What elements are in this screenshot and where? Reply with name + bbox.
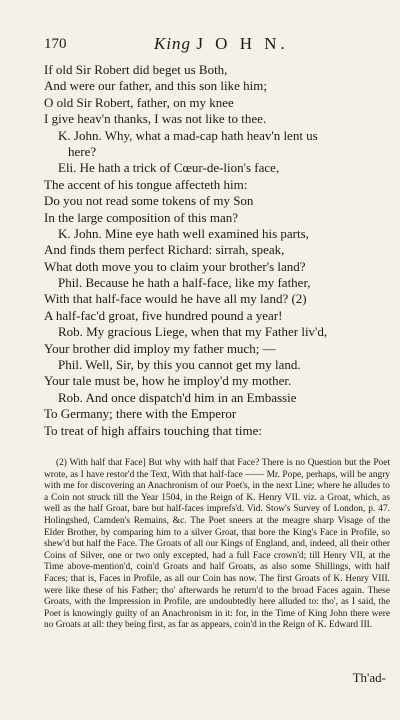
footnote	[44, 458, 390, 632]
verse-line: Rob. And once dispatch'd him in an Embassie	[58, 389, 297, 405]
verse-line: The accent of his tongue affecteth him:	[44, 176, 248, 192]
verse-line: To treat of high affairs touching that time:	[44, 422, 262, 438]
verse-line: Phil. Well, Sir, by this you cannot get my land.	[58, 357, 301, 373]
verse-line: With that half-face would he have all my land? (2)	[44, 291, 307, 307]
verse-line: here?	[68, 143, 97, 159]
verse-line: I give heav'n thanks, I was not like to thee.	[44, 111, 267, 127]
page-header	[44, 34, 384, 58]
footnote-divider	[44, 446, 390, 447]
running-title	[154, 34, 289, 54]
verse-line: In the large composition of this man?	[44, 209, 238, 225]
running-title-john: J O H N.	[196, 34, 289, 53]
catchword: Th'ad-	[352, 670, 386, 685]
verse-line: To Germany; there with the Emperor	[44, 406, 237, 422]
verse-line: A half-fac'd groat, five hundred pound a year!	[44, 307, 283, 323]
verse-line: And finds them perfect Richard: sirrah, speak,	[44, 242, 285, 258]
verse-line: And were our father, and this son like him;	[44, 78, 267, 94]
running-title-king: King	[154, 34, 192, 53]
play-text	[44, 62, 390, 439]
verse-line: Your tale must be, how he imploy'd my mother.	[44, 373, 292, 389]
footnote-text: (2) With half that Face] But why with half that Face? There is no Question but the Poet wrote, as I have restor'd the Text, With that half-face —— Mr. Pope, perhaps, will be angry with me for discovering an Anachronism of our Poet's, in the next Line; where he alludes to a Coin not struck till the Year 1504, in the Reign of K. Henry VII. viz. a Groat, which, as well as the half Groat, bare but half-faces imprefs'd. Vid. Stow's Survey of London, p. 47. Holingshed, Camden's Remains, &c. The Poet sneers at the meagre sharp Visage of the Elder Brother, by comparing him to a silver Groat, that bore the King's Face in Profile, so shew'd but half the Face. The Groats of all our Kings of England, and, indeed, all their other Coins of Silver, one or two only excepted, had a full Face crown'd; till Henry VII, at the Time above-mention'd, coin'd Groats and half Groats, as also some Shillings, with half Faces; that is, Faces in Profile, as all our Coin has now. The first Groats of K. Henry VIII. were like these of his Father; tho' afterwards he return'd to the broad Faces again. These Groats, with the Impression in Profile, are undoubtedly here alluded to: tho', as I said, the Poet is knowingly guilty of an Anachronism in it: for, in the Time of King John there were no Groats at all: they being first, as far as appears, coin'd in the Reign of K. Edward III.	[44, 458, 390, 631]
verse-line: Phil. Because he hath a half-face, like my father,	[58, 275, 311, 291]
verse-line: K. John. Mine eye hath well examined his parts,	[58, 225, 309, 241]
verse-line: Rob. My gracious Liege, when that my Father liv'd,	[58, 324, 328, 340]
verse-line: If old Sir Robert did beget us Both,	[44, 62, 228, 77]
verse-line: What doth move you to claim your brother's land?	[44, 258, 306, 274]
page-number: 170	[44, 36, 67, 52]
verse-line: Your brother did imploy my father much; —	[44, 340, 276, 356]
verse-line: O old Sir Robert, father, on my knee	[44, 94, 234, 110]
verse-line: Eli. He hath a trick of Cœur-de-lion's face,	[58, 160, 280, 176]
verse-line: Do you not read some tokens of my Son	[44, 193, 254, 209]
verse-line: K. John. Why, what a mad-cap hath heav'n lent us	[58, 127, 318, 143]
